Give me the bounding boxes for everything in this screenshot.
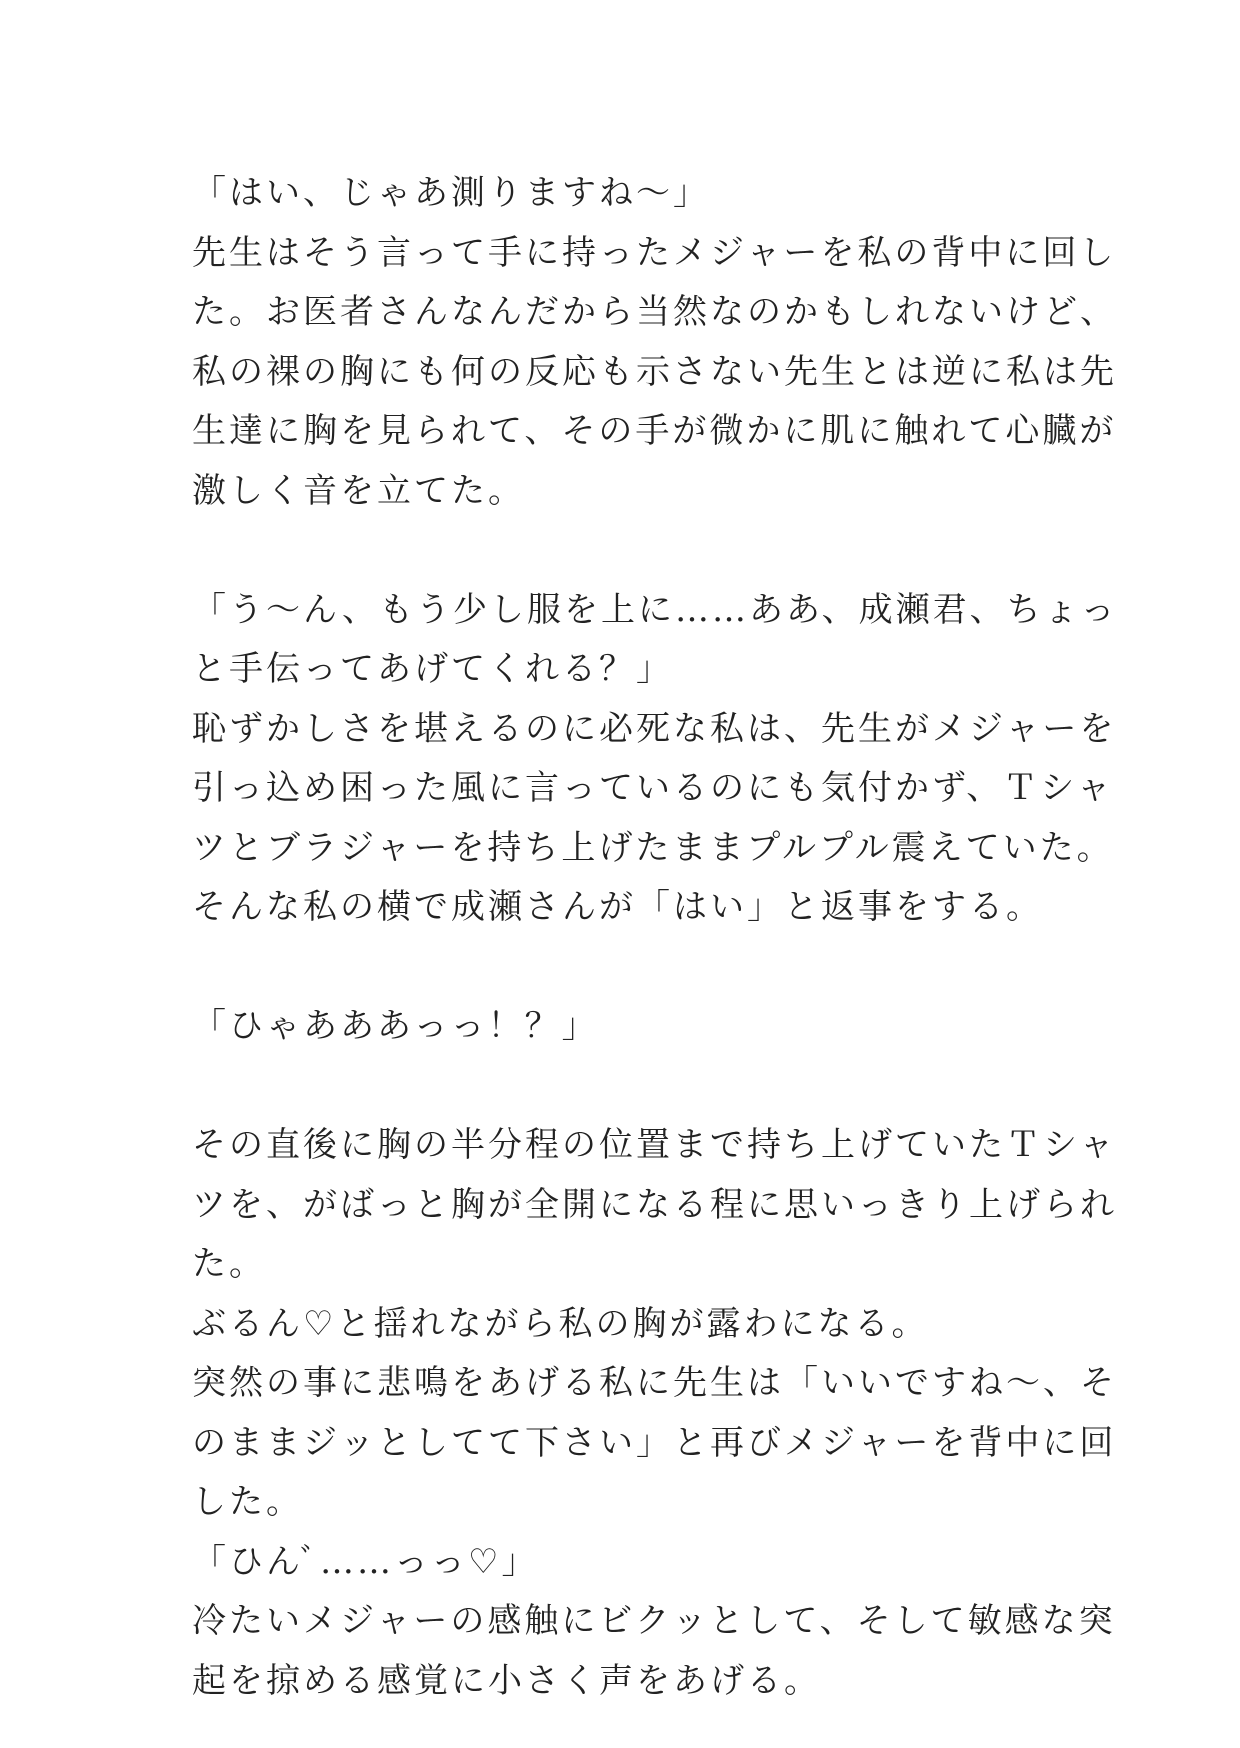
text-line: 先生はそう言って手に持ったメジャーを私の背中に回し <box>192 232 1117 273</box>
text-line: 「ひんﾞ……っっ♡」 <box>192 1541 539 1582</box>
text-line: 私の裸の胸にも何の反応も示さない先生とは逆に私は先 <box>192 351 1117 392</box>
text-line: そんな私の横で成瀬さんが「はい」と返事をする。 <box>192 887 1043 927</box>
story-text <box>192 164 1118 1711</box>
text-line: た。 <box>192 1244 266 1284</box>
text-line: ぶるん♡と揺れながら私の胸が露わになる。 <box>192 1303 929 1344</box>
text-line: と手伝ってあげてくれる？」 <box>192 649 673 689</box>
paragraph-gap <box>192 1057 1072 1117</box>
text-line: 激しく音を立てた。 <box>192 470 525 511</box>
text-line: ツとブラジャーを持ち上げたままプルプル震えていた。 <box>192 827 1114 868</box>
text-line: その直後に胸の半分程の位置まで持ち上げていたＴシャ <box>192 1125 1117 1165</box>
text-line: 起を掠める感覚に小さく声をあげる。 <box>192 1660 821 1701</box>
text-line: 冷たいメジャーの感触にビクッとして、そして敏感な突 <box>192 1601 1116 1641</box>
text-line: た。お医者さんなんだから当然なのかもしれないけど、 <box>192 292 1117 332</box>
text-line: 引っ込め困った風に言っているのにも気付かず、Ｔシャ <box>192 768 1114 808</box>
text-line: 「う〜ん、もう少し服を上に……ああ、成瀬君、ちょっ <box>192 589 1118 630</box>
paragraph-gap <box>192 938 1072 998</box>
text-line: 「ひゃあああっっ！？」 <box>192 1006 599 1046</box>
text-line: 生達に胸を見られて、その手が微かに肌に触れて心臓が <box>192 411 1117 451</box>
text-line: ツを、がばっと胸が全開になる程に思いっきり上げられ <box>192 1184 1117 1225</box>
text-line: した。 <box>192 1482 303 1522</box>
text-line: 「はい、じゃあ測りますね〜」 <box>192 173 710 213</box>
text-line: のままジッとしてて下さい」と再びメジャーを背中に回 <box>192 1422 1117 1463</box>
text-line: 突然の事に悲鳴をあげる私に先生は「いいですね〜、そ <box>192 1363 1117 1403</box>
text-line: 恥ずかしさを堪えるのに必死な私は、先生がメジャーを <box>192 708 1117 749</box>
paragraph-gap <box>192 521 1072 581</box>
